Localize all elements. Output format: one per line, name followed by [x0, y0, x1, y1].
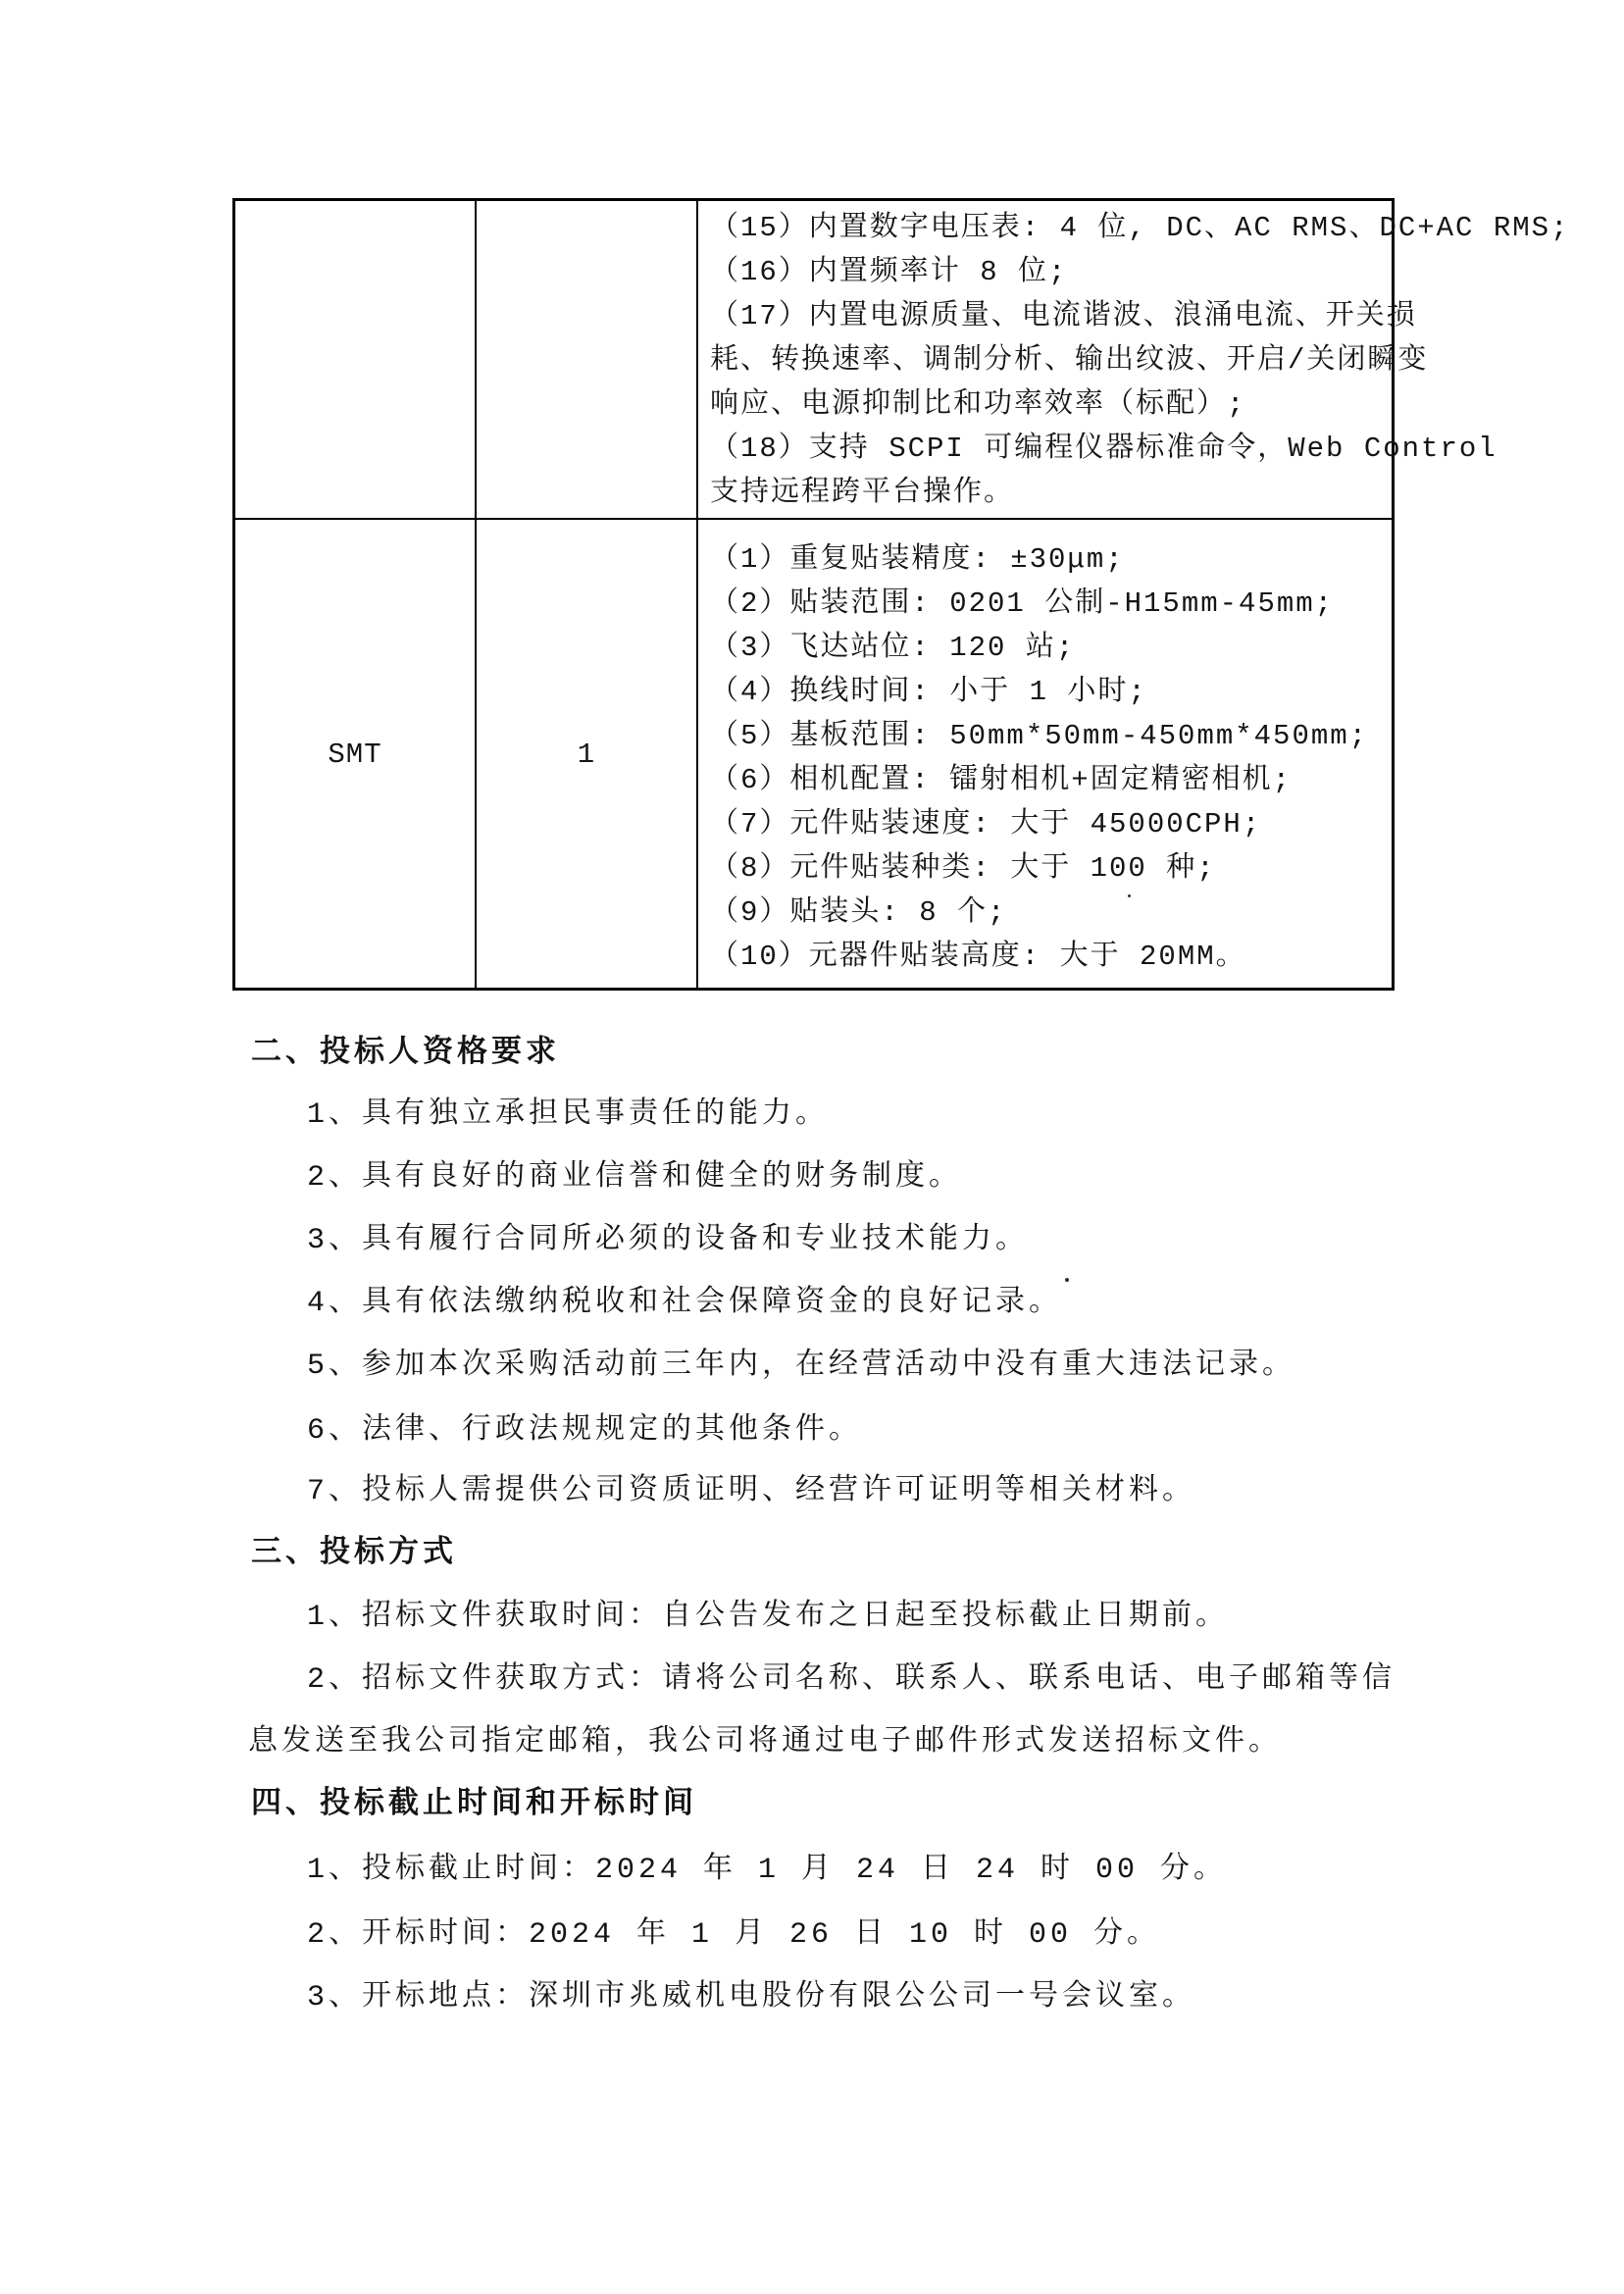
section-heading-bidding-method: 三、投标方式: [251, 1537, 457, 1571]
spec-line: （2）贴装范围: 0201 公制-H15mm-45mm;: [710, 587, 1335, 620]
spec-cell-row1: [710, 203, 1570, 515]
section-line: 3、具有履行合同所必须的设备和专业技术能力。: [307, 1224, 1030, 1257]
section-line: 2、开标时间：2024 年 1 月 26 日 10 时 00 分。: [307, 1918, 1161, 1952]
spec-line: （3）飞达站位: 120 站;: [710, 632, 1076, 664]
spec-line: （4）换线时间: 小于 1 小时;: [710, 676, 1147, 708]
section-line: 1、具有独立承担民事责任的能力。: [307, 1098, 830, 1132]
section-heading-deadline-and-opening: 四、投标截止时间和开标时间: [251, 1788, 697, 1822]
device-name-cell: SMT: [328, 739, 382, 771]
spec-line: 响应、电源抑制比和功率效率（标配）;: [710, 388, 1246, 421]
spec-line: （5）基板范围: 50mm*50mm-450mm*450mm;: [710, 720, 1369, 752]
table-column-divider: [696, 201, 698, 988]
spec-line: （6）相机配置: 镭射相机+固定精密相机;: [710, 764, 1293, 796]
section-line: 3、开标地点：深圳市兆威机电股份有限公公司一号会议室。: [307, 1981, 1196, 2014]
scan-artifact-dot: [1128, 894, 1131, 897]
spec-line: 支持远程跨平台操作。: [710, 477, 1015, 509]
spec-line: （16）内置频率计 8 位;: [710, 256, 1068, 288]
section-heading-bidder-qualifications: 二、投标人资格要求: [251, 1037, 560, 1071]
spec-line: （8）元件贴装种类: 大于 100 种;: [710, 852, 1216, 885]
spec-line: （10）元器件贴装高度: 大于 20MM。: [710, 941, 1246, 973]
scan-artifact-dot: [1065, 1278, 1069, 1282]
spec-line: （9）贴装头: 8 个;: [710, 896, 1007, 929]
section-line: 4、具有依法缴纳税收和社会保障资金的良好记录。: [307, 1287, 1063, 1320]
section-line: 2、具有良好的商业信誉和健全的财务制度。: [307, 1161, 963, 1195]
spec-line: （18）支持 SCPI 可编程仪器标准命令，Web Control: [710, 433, 1497, 465]
spec-line: 耗、转换速率、调制分析、输出纹波、开启/关闭瞬变: [710, 344, 1429, 377]
section-line: 5、参加本次采购活动前三年内，在经营活动中没有重大违法记录。: [307, 1350, 1296, 1383]
spec-table: [232, 198, 1570, 991]
section-line: 2、招标文件获取方式：请将公司名称、联系人、联系电话、电子邮箱等信: [307, 1663, 1396, 1697]
section-line: 7、投标人需提供公司资质证明、经营许可证明等相关材料。: [307, 1475, 1196, 1508]
section-line-continuation: 息发送至我公司指定邮箱，我公司将通过电子邮件形式发送招标文件。: [248, 1726, 1282, 1759]
section-line: 1、投标截止时间：2024 年 1 月 24 日 24 时 00 分。: [307, 1854, 1228, 1887]
quantity-cell: 1: [577, 739, 596, 771]
spec-line: （7）元件贴装速度: 大于 45000CPH;: [710, 808, 1262, 841]
spec-cell-row2: [710, 520, 1387, 979]
spec-line: （1）重复贴装精度: ±30μm;: [710, 543, 1125, 576]
spec-line: （17）内置电源质量、电流谐波、浪涌电流、开关损: [710, 300, 1417, 332]
spec-line: （15）内置数字电压表: 4 位, DC、AC RMS、DC+AC RMS;: [710, 212, 1570, 244]
section-line: 6、法律、行政法规规定的其他条件。: [307, 1414, 863, 1448]
section-line: 1、招标文件获取时间：自公告发布之日起至投标截止日期前。: [307, 1601, 1230, 1634]
